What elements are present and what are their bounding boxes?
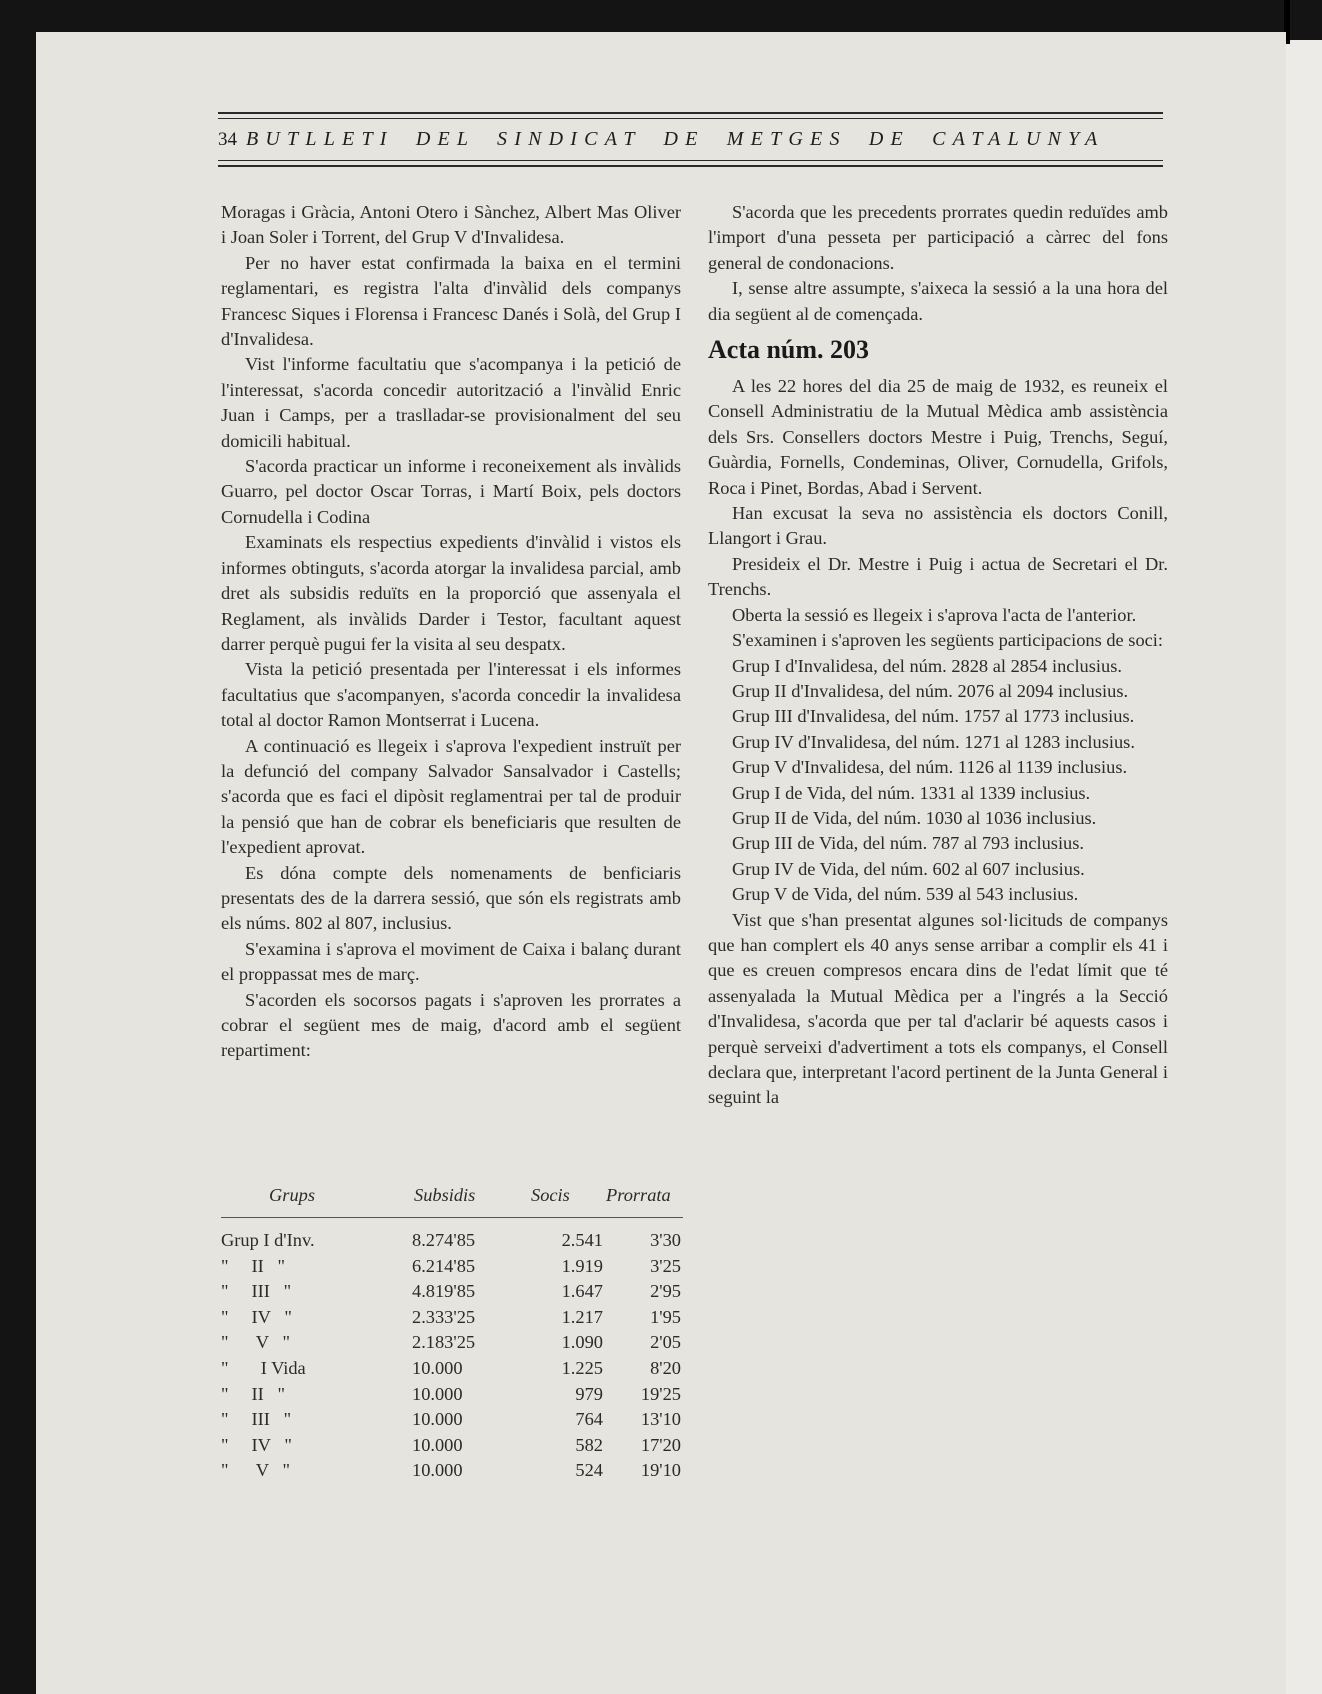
cell-subsidis: 2.183'25 [412, 1332, 476, 1353]
table-row [221, 1435, 683, 1461]
table-row [221, 1358, 683, 1384]
table-row [221, 1460, 683, 1486]
cell-group: " I Vida [221, 1357, 306, 1378]
cell-socis: 524 [575, 1460, 603, 1481]
running-header [218, 128, 1163, 156]
cell-socis: 764 [575, 1409, 603, 1430]
paragraph: Grup IV de Vida, del núm. 602 al 607 inclusius. [732, 858, 1085, 879]
cell-socis: 1.217 [561, 1306, 603, 1327]
cell-subsidis: 10.000 [412, 1357, 463, 1378]
paragraph: Grup V d'Invalidesa, del núm. 1126 al 1139 inclusius. [732, 757, 1128, 778]
scan-page-edge [1282, 40, 1322, 1694]
cell-group: " IV " [221, 1434, 292, 1455]
paragraph: S'acorda que les precedents prorrates quedin reduïdes amb l'import d'una pesseta per participació a càrrec del fons general de condonacions. [708, 202, 1168, 273]
cell-prorrata: 8'20 [650, 1357, 681, 1378]
table-header [221, 1185, 683, 1215]
cell-prorrata: 13'10 [640, 1409, 681, 1430]
cell-prorrata: 17'20 [640, 1434, 681, 1455]
cell-subsidis: 2.333'25 [412, 1306, 476, 1327]
cell-socis: 979 [575, 1383, 603, 1404]
table-row [221, 1230, 683, 1256]
cell-group: " V " [221, 1332, 291, 1353]
left-column [221, 200, 681, 1064]
paragraph: I, sense altre assumpte, s'aixeca la sessió a la una hora del dia següent al de començada. [708, 278, 1168, 324]
header-rule-top-inner [218, 118, 1163, 119]
paragraph: Per no haver estat confirmada la baixa en el termini reglamentari, es registra l'alta d'invàlid dels companys Francesc Siques i Florensa i Francesc Danés i Solà, del Grup I d'Invalidesa. [221, 252, 681, 350]
cell-subsidis: 10.000 [412, 1383, 463, 1404]
prorrata-table [221, 1185, 683, 1486]
header-socis: Socis [531, 1185, 570, 1205]
section-heading: Acta núm. 203 [708, 335, 870, 365]
cell-prorrata: 3'25 [650, 1255, 681, 1276]
paragraph: Han excusat la seva no assistència els doctors Conill, Llangort i Grau. [708, 503, 1168, 549]
paragraph: Vist l'informe facultatiu que s'acompanya i la petició de l'interessat, s'acorda concedir autorització a l'invàlid Enric Juan i Camps, per a traslladar-se provisionalment del seu domicili habitual. [221, 354, 681, 451]
paragraph: Oberta la sessió es llegeix i s'aprova l'acta de l'anterior. [732, 604, 1137, 625]
paragraph: Vist que s'han presentat algunes sol·licituds de companys que han complert els 40 anys sense arribar a complir els 41 i que es creuen compresos encara dins de l'edat límit que té assenyalada la Mutual Mèdica per a l'ingrés a la Secció d'Invalidesa, s'acorda que per tal d'aclarir bé aquests casos i perquè serveixi d'advertiment a tots els companys, el Consell declara que, interpretant l'acord pertinent de la Junta General i seguint la [708, 909, 1168, 1108]
cell-prorrata: 3'30 [650, 1230, 681, 1250]
paragraph: Grup V de Vida, del núm. 539 al 543 inclusius. [732, 884, 1079, 905]
paragraph: Grup III de Vida, del núm. 787 al 793 inclusius. [732, 833, 1085, 854]
cell-group: " V " [221, 1460, 291, 1481]
cell-subsidis: 10.000 [412, 1409, 463, 1430]
paragraph: S'examinen i s'aproven les següents participacions de soci: [732, 630, 1164, 651]
paragraph: S'examina i s'aprova el moviment de Caixa i balanç durant el proppassat mes de març. [221, 938, 681, 985]
cell-subsidis: 10.000 [412, 1434, 463, 1455]
cell-subsidis: 4.819'85 [412, 1281, 476, 1302]
cell-socis: 1.647 [561, 1281, 603, 1302]
table-row [221, 1256, 683, 1282]
cell-socis: 582 [575, 1434, 603, 1455]
cell-subsidis: 10.000 [412, 1460, 463, 1481]
cell-group: Grup I d'Inv. [221, 1230, 315, 1250]
table-row [221, 1384, 683, 1410]
table-row [221, 1409, 683, 1435]
paragraph: S'acorden els socorsos pagats i s'aproven les prorrates a cobrar el següent mes de maig, d'acord amb el següent repartiment: [221, 989, 681, 1061]
paragraph: Examinats els respectius expedients d'invàlid i vistos els informes obtinguts, s'acorda atorgar la invalidesa parcial, amb dret als subsidis reduïts en la proporció que assenyala el Reglament, als invàlids Darder i Testor, facultant aquest darrer perquè pugui fer la visita al seu despatx. [221, 532, 681, 654]
paragraph: A continuació es llegeix i s'aprova l'expedient instruït per la defunció del company Salvador Sansalvador i Castells; s'acorda que es faci el dipòsit reglamentrai per tal de produir la pensió que han de cobrar els beneficiaris que resulten de l'expedient aprovat. [221, 735, 681, 858]
paragraph: Grup II de Vida, del núm. 1030 al 1036 inclusius. [732, 807, 1097, 828]
header-rule-bottom [218, 165, 1163, 167]
paragraph: Grup I d'Invalidesa, del núm. 2828 al 2854 inclusius. [732, 655, 1122, 676]
paragraph: S'acorda practicar un informe i reconeixement als invàlids Guarro, pel doctor Oscar Torras, i Martí Boix, pels doctors Cornudella i Codina [221, 456, 681, 527]
paragraph: Moragas i Gràcia, Antoni Otero i Sànchez, Albert Mas Oliver i Joan Soler i Torrent, del Grup V d'Invalidesa. [221, 202, 681, 248]
table-row [221, 1281, 683, 1307]
cell-prorrata: 2'95 [650, 1281, 681, 1302]
header-rule-bottom-inner [218, 160, 1163, 161]
cell-prorrata: 19'25 [640, 1383, 681, 1404]
cell-subsidis: 6.214'85 [412, 1255, 476, 1276]
cell-socis: 1.919 [561, 1255, 603, 1276]
paragraph: Grup I de Vida, del núm. 1331 al 1339 inclusius. [732, 782, 1091, 803]
header-grups: Grups [269, 1185, 315, 1205]
paragraph: Vista la petició presentada per l'interessat i els informes facultatius que s'acompanyen, s'acorda concedir la invalidesa total al doctor Ramon Montserrat i Lucena. [221, 659, 681, 731]
cell-group: " IV " [221, 1306, 292, 1327]
table-row [221, 1332, 683, 1358]
page-number: 34 [218, 129, 237, 150]
cell-subsidis: 8.274'85 [412, 1230, 476, 1250]
cell-group: " II " [221, 1255, 286, 1276]
paragraph: A les 22 hores del dia 25 de maig de 1932, es reuneix el Consell Administratiu de la Mutual Mèdica amb assistència dels Srs. Consellers doctors Mestre i Puig, Trenchs, Seguí, Guàrdia, Fornells, Condeminas, Oliver, Cornudella, Grifols, Roca i Pinet, Bordas, Abad i Servent. [708, 376, 1168, 498]
paragraph: Es dóna compte dels nomenaments de benficiaris presentats des de la darrera sessió, que són els registrats amb els núms. 802 al 807, inclusius. [221, 862, 681, 934]
header-rule-top [218, 112, 1163, 114]
header-prorrata: Prorrata [606, 1185, 671, 1205]
cell-socis: 1.090 [561, 1332, 603, 1353]
cell-prorrata: 1'95 [650, 1306, 681, 1327]
cell-group: " III " [221, 1281, 292, 1302]
journal-title: BUTLLETI DEL SINDICAT DE METGES DE CATALUNYA [246, 128, 1105, 150]
table-row [221, 1307, 683, 1333]
cell-socis: 1.225 [561, 1357, 603, 1378]
table-header-rule [221, 1217, 683, 1218]
cell-group: " II " [221, 1383, 286, 1404]
paragraph: Grup IV d'Invalidesa, del núm. 1271 al 1283 inclusius. [732, 731, 1135, 752]
paragraph: Presideix el Dr. Mestre i Puig i actua de Secretari el Dr. Trenchs. [708, 553, 1168, 600]
right-column [708, 200, 1168, 1111]
paragraph: Grup II d'Invalidesa, del núm. 2076 al 2094 inclusius. [732, 680, 1129, 701]
header-subsidis: Subsidis [414, 1185, 476, 1205]
cell-prorrata: 2'05 [650, 1332, 681, 1353]
cell-group: " III " [221, 1409, 292, 1430]
paragraph: Grup III d'Invalidesa, del núm. 1757 al 1773 inclusius. [732, 706, 1135, 727]
cell-prorrata: 19'10 [640, 1460, 681, 1481]
cell-socis: 2.541 [561, 1230, 603, 1250]
